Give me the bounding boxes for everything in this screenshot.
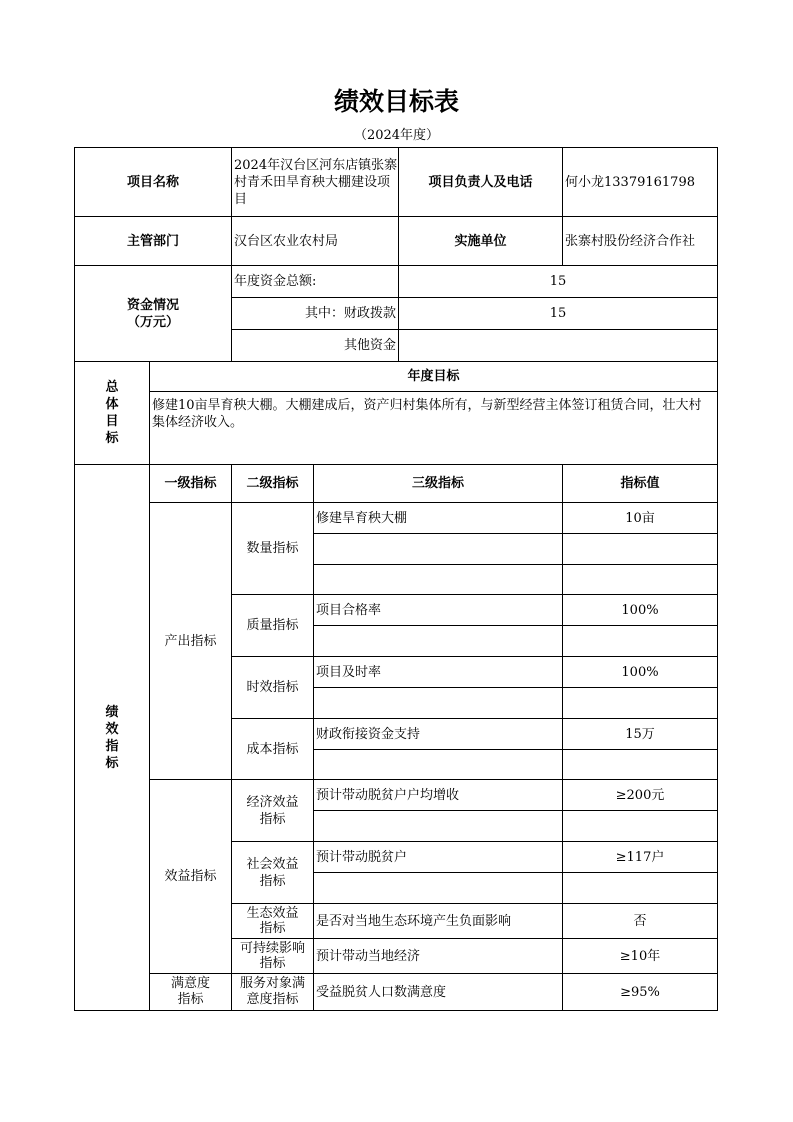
cost-label: 成本指标: [231, 718, 314, 780]
page-subtitle: （2024年度）: [353, 128, 440, 143]
fund-fiscal-label: 其中：财政拨款: [231, 297, 399, 330]
output-label: 产出指标: [149, 502, 232, 780]
fund-other-value: [398, 329, 718, 362]
satis-label: 满意度指标: [149, 973, 232, 1011]
eco-item-1: 是否对当地生态环境产生负面影响: [313, 903, 563, 939]
q-item-2: [313, 533, 563, 565]
e-item-2: [313, 810, 563, 842]
sa-val-1: ≥95%: [562, 973, 718, 1011]
q-val-1: 10亩: [562, 502, 718, 534]
page-title: 绩效目标表: [333, 87, 459, 116]
impl-label: 实施单位: [398, 216, 563, 266]
sa-item-1: 受益脱贫人口数满意度: [313, 973, 563, 1011]
e-val-2: [562, 810, 718, 842]
econ-label: 经济效益指标: [231, 779, 314, 842]
leader-value: 何小龙13379161798: [562, 147, 718, 217]
goal-text: 修建10亩旱育秧大棚。大棚建成后，资产归村集体所有，与新型经营主体签订租赁合同，壮大村集体经济收入。: [149, 391, 718, 465]
perf-h1: 一级指标: [149, 464, 232, 503]
c-item-2: [313, 749, 563, 780]
dept-label: 主管部门: [74, 216, 232, 266]
project-name-value: 2024年汉台区河东店镇张寨村青禾田旱育秧大棚建设项目: [231, 147, 399, 217]
sustain-label: 可持续影响指标: [231, 938, 314, 974]
s-val-2: [562, 872, 718, 904]
service-label: 服务对象满意度指标: [231, 973, 314, 1011]
fund-total-value: 15: [398, 265, 718, 298]
fund-other-label: 其他资金: [231, 329, 399, 362]
eco-val-1: 否: [562, 903, 718, 939]
c-item-1: 财政衔接资金支持: [313, 718, 563, 750]
s-item-1: 预计带动脱贫户: [313, 841, 563, 873]
dept-value: 汉台区农业农村局: [231, 216, 399, 266]
perf-h2: 二级指标: [231, 464, 314, 503]
project-name-label: 项目名称: [74, 147, 232, 217]
ql-item-2: [313, 625, 563, 657]
t-item-1: 项目及时率: [313, 656, 563, 688]
s-val-1: ≥117户: [562, 841, 718, 873]
ql-val-2: [562, 625, 718, 657]
fund-total-label: 年度资金总额:: [231, 265, 399, 298]
su-item-1: 预计带动当地经济: [313, 938, 563, 974]
q-val-2: [562, 533, 718, 565]
q-val-3: [562, 564, 718, 595]
quality-label: 质量指标: [231, 594, 314, 657]
time-label: 时效指标: [231, 656, 314, 719]
ql-item-1: 项目合格率: [313, 594, 563, 626]
performance-table: [74, 147, 718, 1011]
c-val-1: 15万: [562, 718, 718, 750]
q-item-1: 修建旱育秧大棚: [313, 502, 563, 534]
e-val-1: ≥200元: [562, 779, 718, 811]
fund-label: 资金情况（万元）: [74, 265, 232, 362]
fund-fiscal-value: 15: [398, 297, 718, 330]
t-val-1: 100%: [562, 656, 718, 688]
goal-header: 年度目标: [149, 361, 718, 392]
eco-label: 生态效益指标: [231, 903, 314, 939]
c-val-2: [562, 749, 718, 780]
t-val-2: [562, 687, 718, 719]
s-item-2: [313, 872, 563, 904]
q-item-3: [313, 564, 563, 595]
e-item-1: 预计带动脱贫户户均增收: [313, 779, 563, 811]
su-val-1: ≥10年: [562, 938, 718, 974]
goal-label: 总体目标: [74, 361, 150, 465]
social-label: 社会效益指标: [231, 841, 314, 904]
benefit-label: 效益指标: [149, 779, 232, 974]
t-item-2: [313, 687, 563, 719]
perf-h3: 三级指标: [313, 464, 563, 503]
impl-value: 张寨村股份经济合作社: [562, 216, 718, 266]
ql-val-1: 100%: [562, 594, 718, 626]
perf-h4: 指标值: [562, 464, 718, 503]
perf-label: 绩效指标: [74, 464, 150, 1011]
leader-label: 项目负责人及电话: [398, 147, 563, 217]
quantity-label: 数量指标: [231, 502, 314, 595]
